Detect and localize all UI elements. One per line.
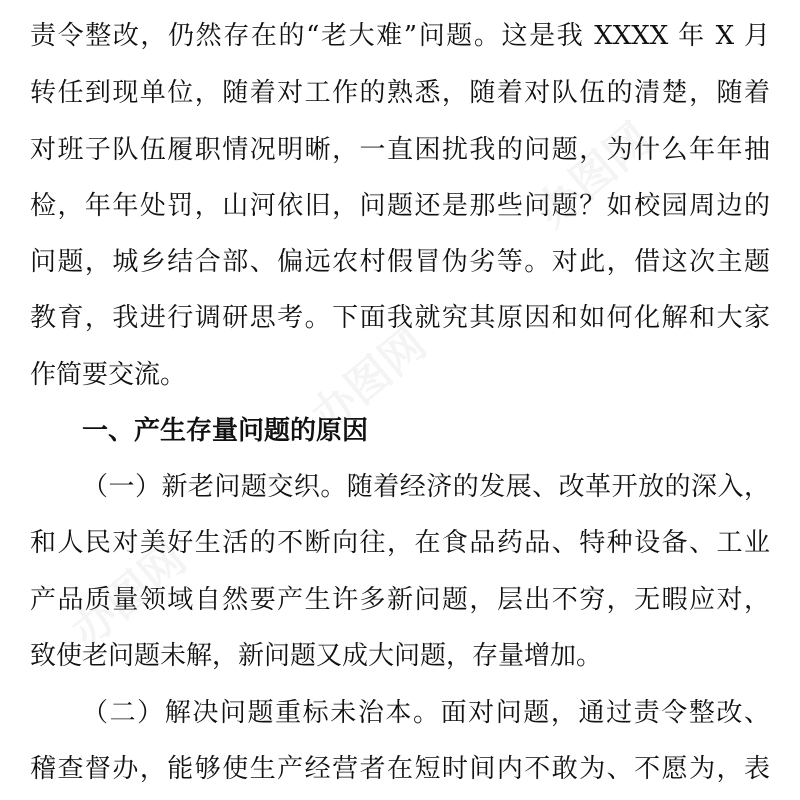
- paragraph-line-5: 问题，城乡结合部、偏远农村假冒伪劣等。对此，借这次主题: [30, 247, 770, 277]
- paragraph-line-1: 责令整改，仍然存在的“老大难”问题。这是我 XXXX 年 X 月: [30, 21, 770, 51]
- subsection-1-line-4: 致使老问题未解，新问题又成大问题，存量增加。: [30, 641, 603, 671]
- paragraph-line-7: 作简要交流。: [30, 360, 187, 390]
- paragraph-line-4: 检，年年处罚，山河依旧，问题还是那些问题？如校园周边的: [30, 191, 770, 221]
- subsection-1-line-2: 和人民对美好生活的不断向往，在食品药品、特种设备、工业: [30, 528, 770, 558]
- watermark: 办图网: [301, 318, 436, 443]
- subsection-2-line-1: （二）解决问题重标未治本。面对问题，通过责令整改、: [82, 698, 770, 728]
- subsection-1-line-3: 产品质量领域自然要产生许多新问题，层出不穷，无暇应对，: [30, 585, 770, 615]
- watermark: 办图网: [61, 533, 196, 658]
- paragraph-line-2: 转任到现单位，随着对工作的熟悉，随着对队伍的清楚，随着: [30, 78, 770, 108]
- subsection-2-line-2: 稽查督办，能够使生产经营者在短时间内不敢为、不愿为，表: [30, 754, 770, 784]
- subsection-1-line-1: （一）新老问题交织。随着经济的发展、改革开放的深入，: [82, 472, 770, 502]
- paragraph-line-6: 教育，我进行调研思考。下面我就究其原因和如何化解和大家: [30, 303, 770, 333]
- watermark: 办图网: [526, 113, 661, 238]
- paragraph-line-3: 对班子队伍履职情况明晰，一直困扰我的问题，为什么年年抽: [30, 135, 770, 165]
- section-heading: 一、产生存量问题的原因: [82, 416, 369, 446]
